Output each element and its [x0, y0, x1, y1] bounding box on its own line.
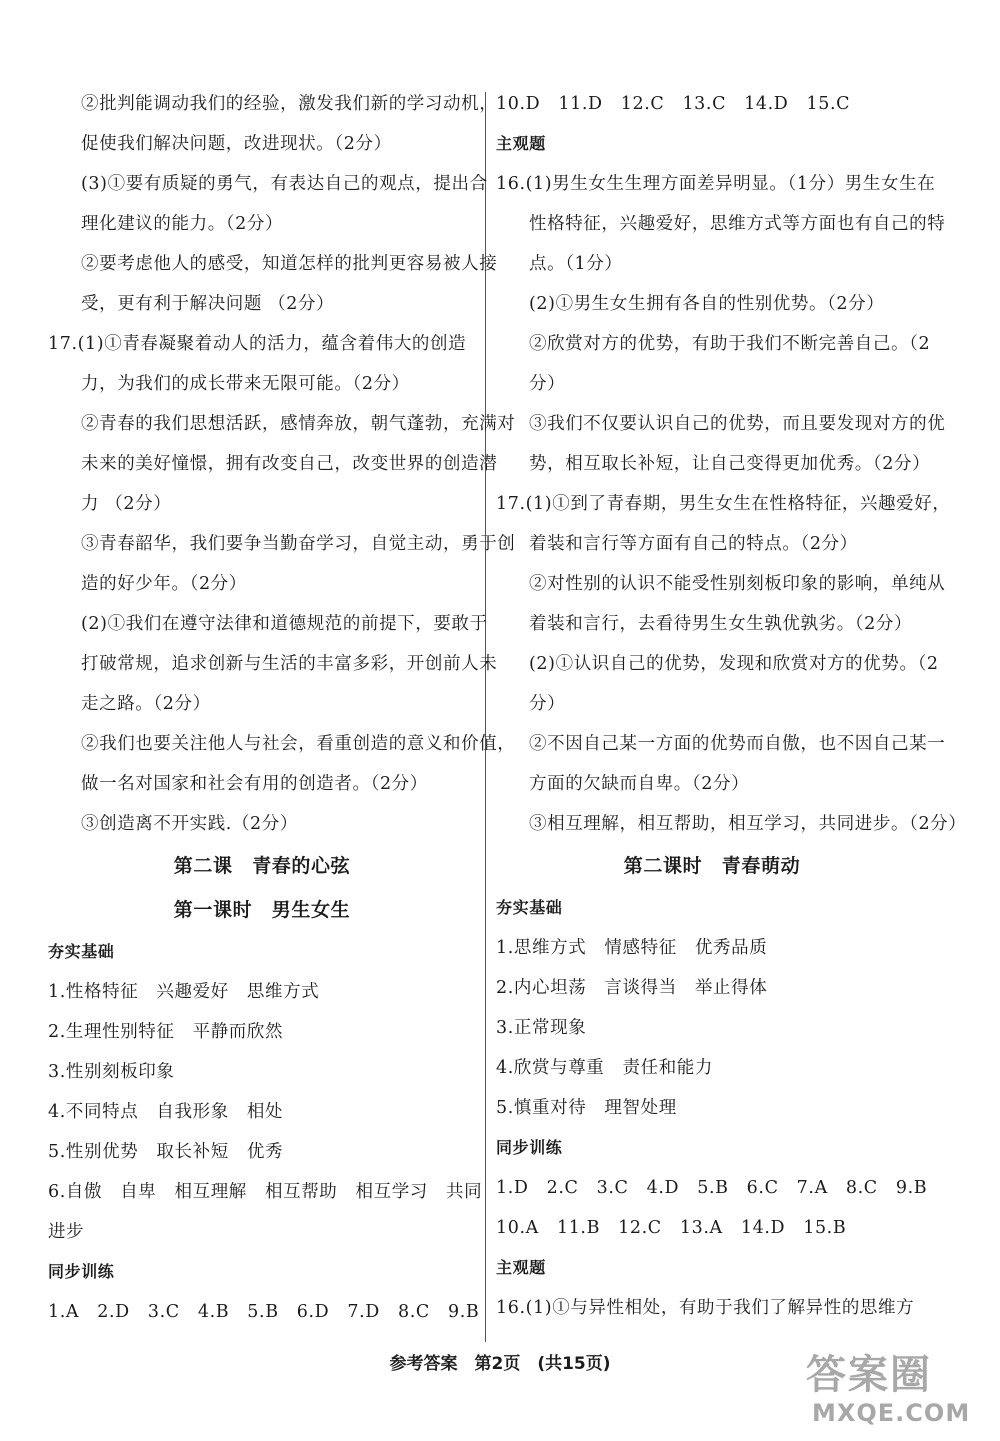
watermark-text: 答案圈 — [806, 1352, 932, 1398]
answer-line: ②不因自己某一方面的优势而自傲，也不因自己某一 — [529, 734, 946, 754]
answer-line: ③青春韶华，我们要争当勤奋学习，自觉主动，勇于创 — [81, 534, 516, 554]
answer-line: 1.思维方式 情感特征 优秀品质 — [496, 938, 768, 958]
subsection-heading: 夯实基础 — [496, 898, 563, 917]
answer-line: 1.性格特征 兴趣爱好 思维方式 — [48, 982, 320, 1002]
answer-line: (2)①我们在遵守法律和道德规范的前提下，要敢于 — [81, 614, 488, 634]
answer-line: 4.欣赏与尊重 责任和能力 — [496, 1058, 713, 1078]
answer-line: 做一名对国家和社会有用的创造者。（2分） — [81, 774, 428, 794]
answer-line: 10.A 11.B 12.C 13.A 14.D 15.B — [496, 1218, 847, 1238]
answer-line: 力，为我们的成长带来无限可能。（2分） — [81, 374, 410, 394]
section-heading: 第一课时 男生女生 — [173, 899, 351, 921]
answer-line: 进步 — [48, 1222, 85, 1242]
answer-line: 5.性别优势 取长补短 优秀 — [48, 1142, 284, 1162]
answer-line: ②要考虑他人的感受，知道怎样的批判更容易被人接 — [81, 254, 498, 274]
answer-line: ③相互理解，相互帮助，相互学习，共同进步。（2分） — [529, 814, 967, 834]
answer-line: 10.D 11.D 12.C 13.C 14.D 15.C — [496, 94, 851, 114]
answer-line: 3.正常现象 — [496, 1018, 587, 1038]
answer-line: 势，相互取长补短，让自己变得更加优秀。（2分） — [529, 454, 931, 474]
subsection-heading: 同步训练 — [496, 1138, 563, 1157]
answer-line: 着装和言行等方面有自己的特点。（2分） — [529, 534, 858, 554]
answer-line: ②欣赏对方的优势，有助于我们不断完善自己。（2 — [529, 334, 931, 354]
answer-line: 打破常规，追求创新与生活的丰富多彩，开创前人未 — [81, 654, 498, 674]
answer-line: 6.自傲 自卑 相互理解 相互帮助 相互学习 共同 — [48, 1182, 483, 1202]
answer-line: 方面的欠缺而自卑。（2分） — [529, 774, 750, 794]
answer-line: 着装和言行，去看待男生女生孰优孰劣。（2分） — [529, 614, 913, 634]
answer-line: ②批判能调动我们的经验，激发我们新的学习动机， — [81, 94, 498, 114]
answer-line: 3.性别刻板印象 — [48, 1062, 175, 1082]
answer-line: 促使我们解决问题，改进现状。（2分） — [81, 134, 392, 154]
answer-line: 5.慎重对待 理智处理 — [496, 1098, 677, 1118]
answer-line: ②我们也要关注他人与社会，看重创造的意义和价值， — [81, 734, 516, 754]
answer-line: 2.生理性别特征 平静而欣然 — [48, 1022, 284, 1042]
subsection-heading: 同步训练 — [48, 1262, 115, 1281]
answer-line: ②青春的我们思想活跃，感情奔放，朝气蓬勃，充满对 — [81, 414, 516, 434]
answer-line: 点。（1分） — [529, 254, 623, 274]
answer-line: 17.(1)①青春凝聚着动人的活力，蕴含着伟大的创造 — [48, 334, 467, 354]
answer-line: (2)①认识自己的优势，发现和欣赏对方的优势。（2 — [529, 654, 939, 674]
answer-line: 未来的美好憧憬，拥有改变自己，改变世界的创造潜 — [81, 454, 498, 474]
answer-line: 理化建议的能力。（2分） — [81, 214, 284, 234]
answer-line: 16.(1)①与异性相处，有助于我们了解异性的思维方 — [496, 1298, 915, 1318]
watermark-url: MXQE.COM — [812, 1399, 971, 1427]
section-heading: 第二课 青春的心弦 — [173, 855, 351, 877]
right-column — [496, 84, 967, 1328]
answer-line: (2)①男生女生拥有各自的性别优势。（2分） — [529, 294, 885, 314]
answer-line: 造的好少年。（2分） — [81, 574, 247, 594]
answer-line: (3)①要有质疑的勇气，有表达自己的观点，提出合 — [81, 174, 488, 194]
answer-line: 16.(1)男生女生生理方面差异明显。（1分）男生女生在 — [496, 174, 936, 194]
answer-line: 2.内心坦荡 言谈得当 举止得体 — [496, 978, 768, 998]
answer-line: 受，更有利于解决问题 （2分） — [81, 294, 335, 314]
subsection-heading: 主观题 — [496, 134, 546, 153]
answer-line: ③创造离不开实践.（2分） — [81, 814, 298, 834]
subsection-heading: 主观题 — [496, 1258, 546, 1277]
answer-line: 走之路。（2分） — [81, 694, 211, 714]
answer-line: 1.A 2.D 3.C 4.B 5.B 6.D 7.D 8.C 9.B — [48, 1302, 480, 1322]
subsection-heading: 夯实基础 — [48, 942, 115, 961]
answer-line: 4.不同特点 自我形象 相处 — [48, 1102, 284, 1122]
answer-line: ②对性别的认识不能受性别刻板印象的影响，单纯从 — [529, 574, 946, 594]
page-footer: 参考答案 第2页 (共15页) — [389, 1354, 611, 1374]
answer-line: 性格特征，兴趣爱好，思维方式等方面也有自己的特 — [529, 214, 946, 234]
answer-line: ③我们不仅要认识自己的优势，而且要发现对方的优 — [529, 414, 946, 434]
answer-line: 力 （2分） — [81, 494, 172, 514]
answer-line: 分） — [529, 374, 566, 394]
watermark-logo — [806, 1352, 982, 1432]
answer-line: 1.D 2.C 3.C 4.D 5.B 6.C 7.A 8.C 9.B — [496, 1178, 928, 1198]
answer-line: 分） — [529, 694, 566, 714]
left-column — [48, 84, 516, 1332]
answer-line: 17.(1)①到了青春期，男生女生在性格特征，兴趣爱好， — [496, 494, 951, 514]
section-heading: 第二课时 青春萌动 — [623, 855, 801, 877]
